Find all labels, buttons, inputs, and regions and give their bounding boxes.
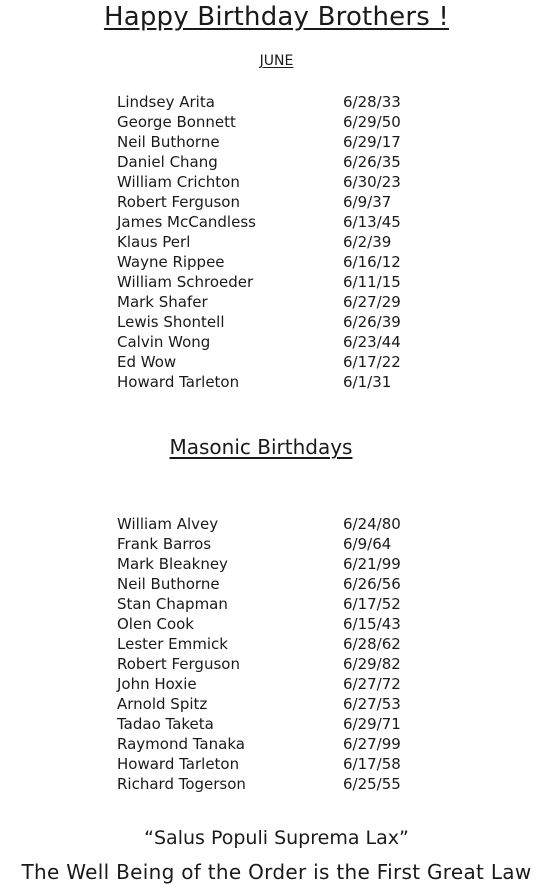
- member-name: Lewis Shontell: [117, 313, 225, 331]
- latin-motto: “Salus Populi Suprema Lax”: [144, 827, 409, 849]
- birth-date: 6/9/64: [343, 535, 392, 553]
- list-item: [117, 212, 417, 232]
- birth-date: 6/30/23: [343, 173, 401, 191]
- birth-date: 6/2/39: [343, 233, 392, 251]
- member-name: Robert Ferguson: [117, 193, 240, 211]
- member-name: Neil Buthorne: [117, 133, 220, 151]
- birth-date: 6/26/35: [343, 153, 401, 171]
- member-name: Ed Wow: [117, 353, 177, 371]
- birth-date: 6/13/45: [343, 213, 401, 231]
- list-item: [117, 312, 417, 332]
- member-name: Daniel Chang: [117, 153, 218, 171]
- member-name: Frank Barros: [117, 535, 212, 553]
- member-name: Tadao Taketa: [117, 715, 214, 733]
- birth-date: 6/27/99: [343, 735, 401, 753]
- list-item: [117, 754, 417, 774]
- birthday-list: [117, 92, 417, 392]
- member-name: Olen Cook: [117, 615, 194, 633]
- list-item: [117, 172, 417, 192]
- list-item: [117, 272, 417, 292]
- birth-date: 6/29/71: [343, 715, 401, 733]
- birth-date: 6/29/17: [343, 133, 401, 151]
- member-name: Robert Ferguson: [117, 655, 240, 673]
- list-item: [117, 694, 417, 714]
- list-item: [117, 634, 417, 654]
- birth-date: 6/25/55: [343, 775, 401, 793]
- member-name: Neil Buthorne: [117, 575, 220, 593]
- birth-date: 6/17/22: [343, 353, 401, 371]
- birth-date: 6/23/44: [343, 333, 401, 351]
- list-item: [117, 514, 417, 534]
- member-name: Howard Tarleton: [117, 373, 240, 391]
- member-name: Mark Shafer: [117, 293, 208, 311]
- birth-date: 6/27/29: [343, 293, 401, 311]
- list-item: [117, 252, 417, 272]
- birth-date: 6/15/43: [343, 615, 401, 633]
- list-item: [117, 192, 417, 212]
- birth-date: 6/17/58: [343, 755, 401, 773]
- member-name: Wayne Rippee: [117, 253, 225, 271]
- member-name: Lester Emmick: [117, 635, 228, 653]
- birth-date: 6/28/33: [343, 93, 401, 111]
- member-name: Mark Bleakney: [117, 555, 228, 573]
- member-name: Arnold Spitz: [117, 695, 208, 713]
- member-name: William Schroeder: [117, 273, 254, 291]
- birth-date: 6/27/72: [343, 675, 401, 693]
- member-name: Klaus Perl: [117, 233, 191, 251]
- list-item: [117, 554, 417, 574]
- member-name: Raymond Tanaka: [117, 735, 245, 753]
- list-item: [117, 132, 417, 152]
- member-name: Richard Togerson: [117, 775, 246, 793]
- member-name: Howard Tarleton: [117, 755, 240, 773]
- birth-date: 6/28/62: [343, 635, 401, 653]
- list-item: [117, 92, 417, 112]
- member-name: Calvin Wong: [117, 333, 211, 351]
- english-motto: The Well Being of the Order is the First Great Law: [21, 860, 532, 884]
- birth-date: 6/24/80: [343, 515, 401, 533]
- list-item: [117, 594, 417, 614]
- list-item: [117, 674, 417, 694]
- member-name: James McCandless: [117, 213, 256, 231]
- member-name: Stan Chapman: [117, 595, 228, 613]
- page-title: Happy Birthday Brothers !: [103, 2, 450, 32]
- list-item: [117, 734, 417, 754]
- list-item: [117, 574, 417, 594]
- list-item: [117, 372, 417, 392]
- birth-date: 6/16/12: [343, 253, 401, 271]
- list-item: [117, 714, 417, 734]
- member-name: Lindsey Arita: [117, 93, 215, 111]
- list-item: [117, 292, 417, 312]
- birth-date: 6/29/82: [343, 655, 401, 673]
- member-name: George Bonnett: [117, 113, 236, 131]
- birth-date: 6/9/37: [343, 193, 392, 211]
- list-item: [117, 654, 417, 674]
- masonic-birthdays-heading: Masonic Birthdays: [169, 435, 353, 459]
- member-name: William Alvey: [117, 515, 219, 533]
- birth-date: 6/26/39: [343, 313, 401, 331]
- list-item: [117, 112, 417, 132]
- list-item: [117, 152, 417, 172]
- list-item: [117, 332, 417, 352]
- member-name: William Crichton: [117, 173, 240, 191]
- list-item: [117, 352, 417, 372]
- member-name: John Hoxie: [117, 675, 197, 693]
- list-item: [117, 232, 417, 252]
- birth-date: 6/21/99: [343, 555, 401, 573]
- list-item: [117, 774, 417, 794]
- birth-date: 6/11/15: [343, 273, 401, 291]
- list-item: [117, 534, 417, 554]
- list-item: [117, 614, 417, 634]
- birth-date: 6/26/56: [343, 575, 401, 593]
- birth-date: 6/29/50: [343, 113, 401, 131]
- birth-date: 6/27/53: [343, 695, 401, 713]
- birth-date: 6/1/31: [343, 373, 392, 391]
- masonic-birthday-list: [117, 514, 417, 794]
- birth-date: 6/17/52: [343, 595, 401, 613]
- month-heading: JUNE: [259, 53, 294, 69]
